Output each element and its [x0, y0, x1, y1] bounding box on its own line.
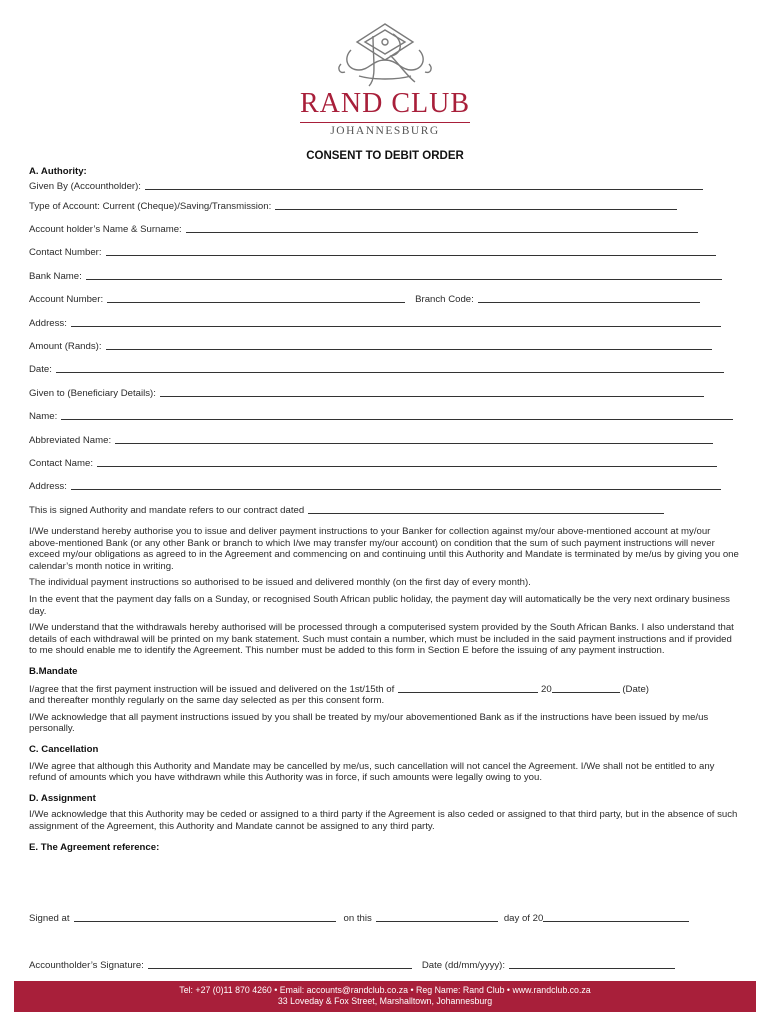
- field-bank-name: [29, 265, 741, 288]
- on-this-label: on this: [343, 913, 372, 924]
- footer-contact: Tel: +27 (0)11 870 4260 • Email: accounts@randclub.co.za • Reg Name: Rand Club • www.randclub.co.za: [179, 985, 591, 995]
- signature-date-input[interactable]: [509, 959, 675, 969]
- form-title: CONSENT TO DEBIT ORDER: [306, 150, 464, 162]
- authority-paragraph-1: I/We understand hereby authorise you to issue and deliver payment instructions to your Banker for collection against my/our above-mentioned account at my/our above-mentioned Bank (or any other Bank or branch to which I/we may transfer my/our account) on condition that the sum of such payment instructions will never exceed my/our obligations as agreed to in the Agreement and commencing on and continuing until this Authority and Mandate is terminated by me/us by giving you one calendar’s month notice in writing.: [29, 526, 739, 572]
- section-mandate-heading: B.Mandate: [29, 666, 78, 677]
- footer-address: 33 Loveday & Fox Street, Marshalltown, Johannesburg: [277, 996, 493, 1006]
- abbreviated-name-input[interactable]: [115, 434, 713, 444]
- field-holder-name: [29, 218, 741, 241]
- account-number-label: Account Number:: [29, 294, 104, 306]
- on-this-day-input[interactable]: [376, 912, 498, 922]
- amount-input[interactable]: [106, 340, 712, 350]
- mandate-paragraph-1: [29, 683, 741, 707]
- given-by-label: Given By (Accountholder):: [29, 180, 141, 192]
- account-type-input[interactable]: [275, 200, 677, 210]
- branch-code-label: Branch Code:: [415, 294, 474, 306]
- signature-label: Accountholder’s Signature:: [29, 960, 144, 971]
- field-account-type: [29, 195, 741, 218]
- field-name: [29, 405, 741, 428]
- beneficiary-address-input[interactable]: [71, 480, 721, 490]
- section-agreement-heading: E. The Agreement reference:: [29, 841, 160, 853]
- field-date: [29, 358, 741, 381]
- cancellation-paragraph: I/We agree that although this Authority and Mandate may be cancelled by me/us, such cancellation will not cancel the Agreement. I/We shall not be entitled to any refund of amounts which you have withdrawn while this Authority was in force, if such amounts were legally owing to you.: [29, 760, 715, 784]
- given-to-label: Given to (Beneficiary Details):: [29, 387, 156, 399]
- given-to-input[interactable]: [160, 387, 704, 397]
- field-given-to: [29, 382, 741, 405]
- footer-bar: [14, 981, 756, 1012]
- date-format-label: Date (dd/mm/yyyy):: [421, 960, 506, 971]
- amount-label: Amount (Rands):: [29, 340, 102, 352]
- brand-divider: [300, 122, 470, 123]
- account-number-input[interactable]: [107, 293, 405, 303]
- club-logo: [0, 0, 770, 145]
- authority-paragraph-4: I/We understand that the withdrawals hereby authorised will be processed through a computerised system provided by the South African Banks. I also understand that details of each withdrawal will be printed on my bank statement. Such must contain a number, which must be included in the said payment instructions and if provided to me should enable me to identify the Agreement. This number must be added to this form in Section E before the issuing of any payment instruction.: [29, 622, 734, 657]
- contract-dated-input[interactable]: [308, 504, 664, 514]
- address-input[interactable]: [71, 317, 721, 327]
- bank-name-label: Bank Name:: [29, 270, 82, 282]
- signed-at-label: Signed at: [29, 913, 70, 924]
- mandate-first-payment-text: I/agree that the first payment instruction will be issued and delivered on the 1st/15th of: [29, 683, 395, 695]
- contact-number-label: Contact Number:: [29, 247, 102, 259]
- day-of-label: day of 20: [503, 913, 544, 924]
- field-account-number: [29, 288, 741, 311]
- mandate-monthly-text: and thereafter monthly regularly on the same day selected as per this consent form.: [29, 695, 385, 707]
- bank-name-input[interactable]: [86, 270, 722, 280]
- first-payment-day-input[interactable]: [398, 683, 538, 693]
- mandate-year-prefix: 20: [540, 683, 552, 695]
- branch-code-input[interactable]: [478, 293, 700, 303]
- abbreviated-name-label: Abbreviated Name:: [29, 434, 112, 446]
- day-of-year-input[interactable]: [543, 912, 689, 922]
- rand-club-crest-icon: [333, 20, 437, 92]
- signature-input[interactable]: [148, 959, 412, 969]
- name-input[interactable]: [61, 410, 733, 420]
- contract-dated-label: This is signed Authority and mandate refers to our contract dated: [29, 504, 305, 516]
- date-input[interactable]: [56, 363, 724, 373]
- signature-row: [29, 959, 675, 971]
- field-given-by: [29, 178, 741, 195]
- section-cancellation-heading: C. Cancellation: [29, 743, 99, 755]
- section-assignment-heading: D. Assignment: [29, 792, 96, 804]
- signed-at-row: [29, 912, 689, 924]
- address-label: Address:: [29, 317, 67, 329]
- mandate-date-label: (Date): [622, 683, 649, 695]
- beneficiary-contact-input[interactable]: [97, 457, 717, 467]
- first-payment-year-input[interactable]: [552, 683, 620, 693]
- field-address: [29, 312, 741, 335]
- field-abbreviated-name: [29, 429, 741, 452]
- name-label: Name:: [29, 411, 58, 423]
- beneficiary-address-label: Address:: [29, 481, 67, 493]
- field-contract-dated: [29, 499, 741, 522]
- field-amount: [29, 335, 741, 358]
- date-label: Date:: [29, 364, 52, 376]
- section-authority-heading: A. Authority:: [29, 166, 87, 177]
- field-beneficiary-contact: [29, 452, 741, 475]
- contact-number-input[interactable]: [106, 246, 716, 256]
- given-by-input[interactable]: [145, 180, 703, 190]
- signed-at-input[interactable]: [74, 912, 336, 922]
- authority-paragraph-2: The individual payment instructions so authorised to be issued and delivered monthly (on the first day of every month).: [29, 577, 531, 589]
- brand-city: JOHANNESBURG: [330, 125, 440, 137]
- holder-name-label: Account holder’s Name & Surname:: [29, 223, 182, 235]
- mandate-paragraph-2: I/We acknowledge that all payment instructions issued by you shall be treated by my/our abovementioned Bank as if the instructions have been issued by me/us personally.: [29, 711, 709, 735]
- assignment-paragraph: I/We acknowledge that this Authority may be ceded or assigned to a third party if the Agreement is also ceded or assigned to that third party, but in the absence of such assignment of the Agreement, this Authority and Mandate cannot be assigned to any third party.: [29, 809, 738, 832]
- field-contact-number: [29, 241, 741, 264]
- field-beneficiary-address: [29, 475, 741, 498]
- beneficiary-contact-label: Contact Name:: [29, 457, 93, 469]
- brand-name: RAND CLUB: [299, 88, 470, 119]
- authority-paragraph-3: In the event that the payment day falls on a Sunday, or recognised South African public holiday, the payment day will automatically be the very next ordinary business day.: [29, 594, 730, 617]
- account-type-label: Type of Account: Current (Cheque)/Saving/Transmission:: [29, 200, 272, 212]
- form-body: [29, 164, 741, 853]
- holder-name-input[interactable]: [186, 223, 698, 233]
